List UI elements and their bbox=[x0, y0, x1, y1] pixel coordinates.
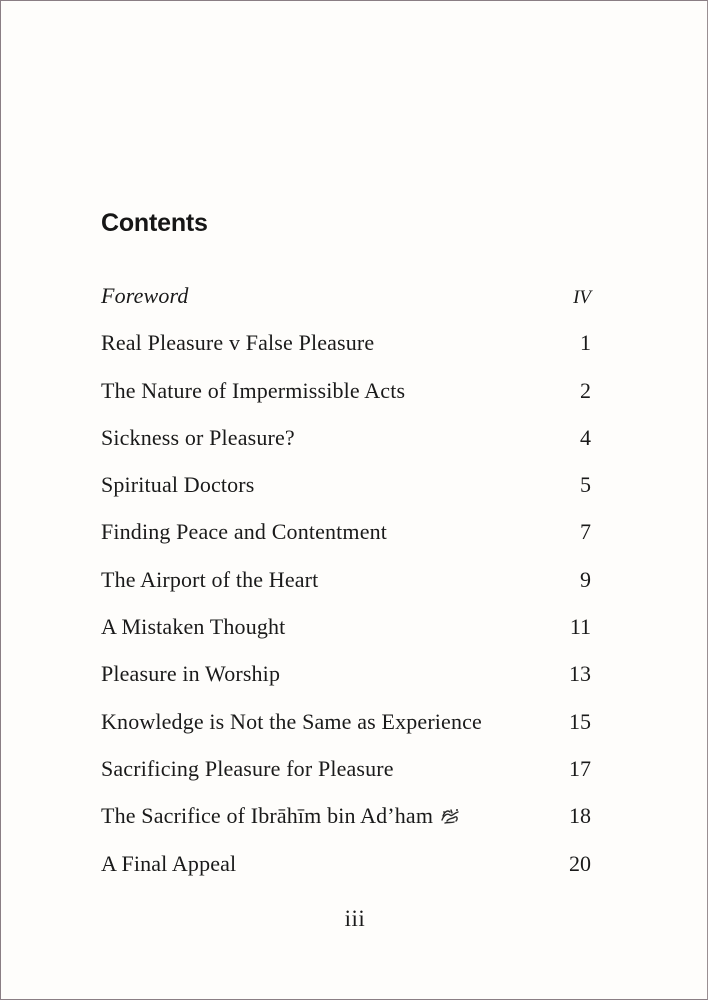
toc-entry-title: Real Pleasure v False Pleasure bbox=[101, 330, 375, 356]
toc-entry-page: 1 bbox=[580, 330, 591, 356]
honorific-calligraphy-icon bbox=[439, 807, 461, 825]
toc-entry-title: Knowledge is Not the Same as Experience bbox=[101, 708, 482, 734]
toc-entry-title-wrap bbox=[101, 796, 461, 836]
toc-entry-title: The Airport of the Heart bbox=[101, 566, 319, 592]
toc-entry bbox=[101, 512, 591, 559]
toc-entry-title: Finding Peace and Contentment bbox=[101, 519, 388, 545]
toc-entry-page: 17 bbox=[569, 755, 591, 781]
toc-entry-title: A Mistaken Thought bbox=[101, 614, 286, 640]
toc-entry bbox=[101, 323, 591, 370]
toc-entry-page: IV bbox=[573, 287, 591, 308]
toc-entry bbox=[101, 371, 591, 418]
toc-entry-page: 4 bbox=[580, 424, 591, 450]
toc-entry bbox=[101, 276, 591, 323]
toc-entry bbox=[101, 749, 591, 796]
toc-entry bbox=[101, 844, 591, 891]
toc-entry-title: A Final Appeal bbox=[101, 850, 237, 876]
toc-entry-page: 7 bbox=[580, 519, 591, 545]
toc-entry bbox=[101, 465, 591, 512]
toc-entry-page: 2 bbox=[580, 377, 591, 403]
toc-entry bbox=[101, 796, 591, 843]
toc-entry-page: 20 bbox=[569, 850, 591, 876]
toc-entry-page: 5 bbox=[580, 472, 591, 498]
toc-entry-title: Sickness or Pleasure? bbox=[101, 424, 295, 450]
toc-entry-page: 11 bbox=[569, 614, 591, 640]
toc-entry bbox=[101, 702, 591, 749]
contents-heading: Contents bbox=[101, 209, 208, 237]
toc-entry bbox=[101, 560, 591, 607]
toc-entry-page: 18 bbox=[569, 803, 591, 829]
toc-entry-page: 15 bbox=[569, 708, 591, 734]
toc-entry-title: Foreword bbox=[101, 283, 189, 308]
table-of-contents bbox=[101, 276, 591, 891]
toc-entry-title: Sacrificing Pleasure for Pleasure bbox=[101, 755, 394, 781]
toc-entry-title: The Nature of Impermissible Acts bbox=[101, 377, 406, 403]
toc-entry bbox=[101, 607, 591, 654]
page-number: iii bbox=[344, 906, 366, 931]
toc-entry-title: The Sacrifice of Ibrāhīm bin Ad’ham bbox=[101, 803, 434, 829]
toc-entry-page: 13 bbox=[569, 661, 591, 687]
toc-entry-title: Pleasure in Worship bbox=[101, 661, 281, 687]
toc-entry-page: 9 bbox=[580, 566, 591, 592]
toc-entry-title: Spiritual Doctors bbox=[101, 472, 255, 498]
toc-entry bbox=[101, 418, 591, 465]
toc-entry bbox=[101, 654, 591, 701]
